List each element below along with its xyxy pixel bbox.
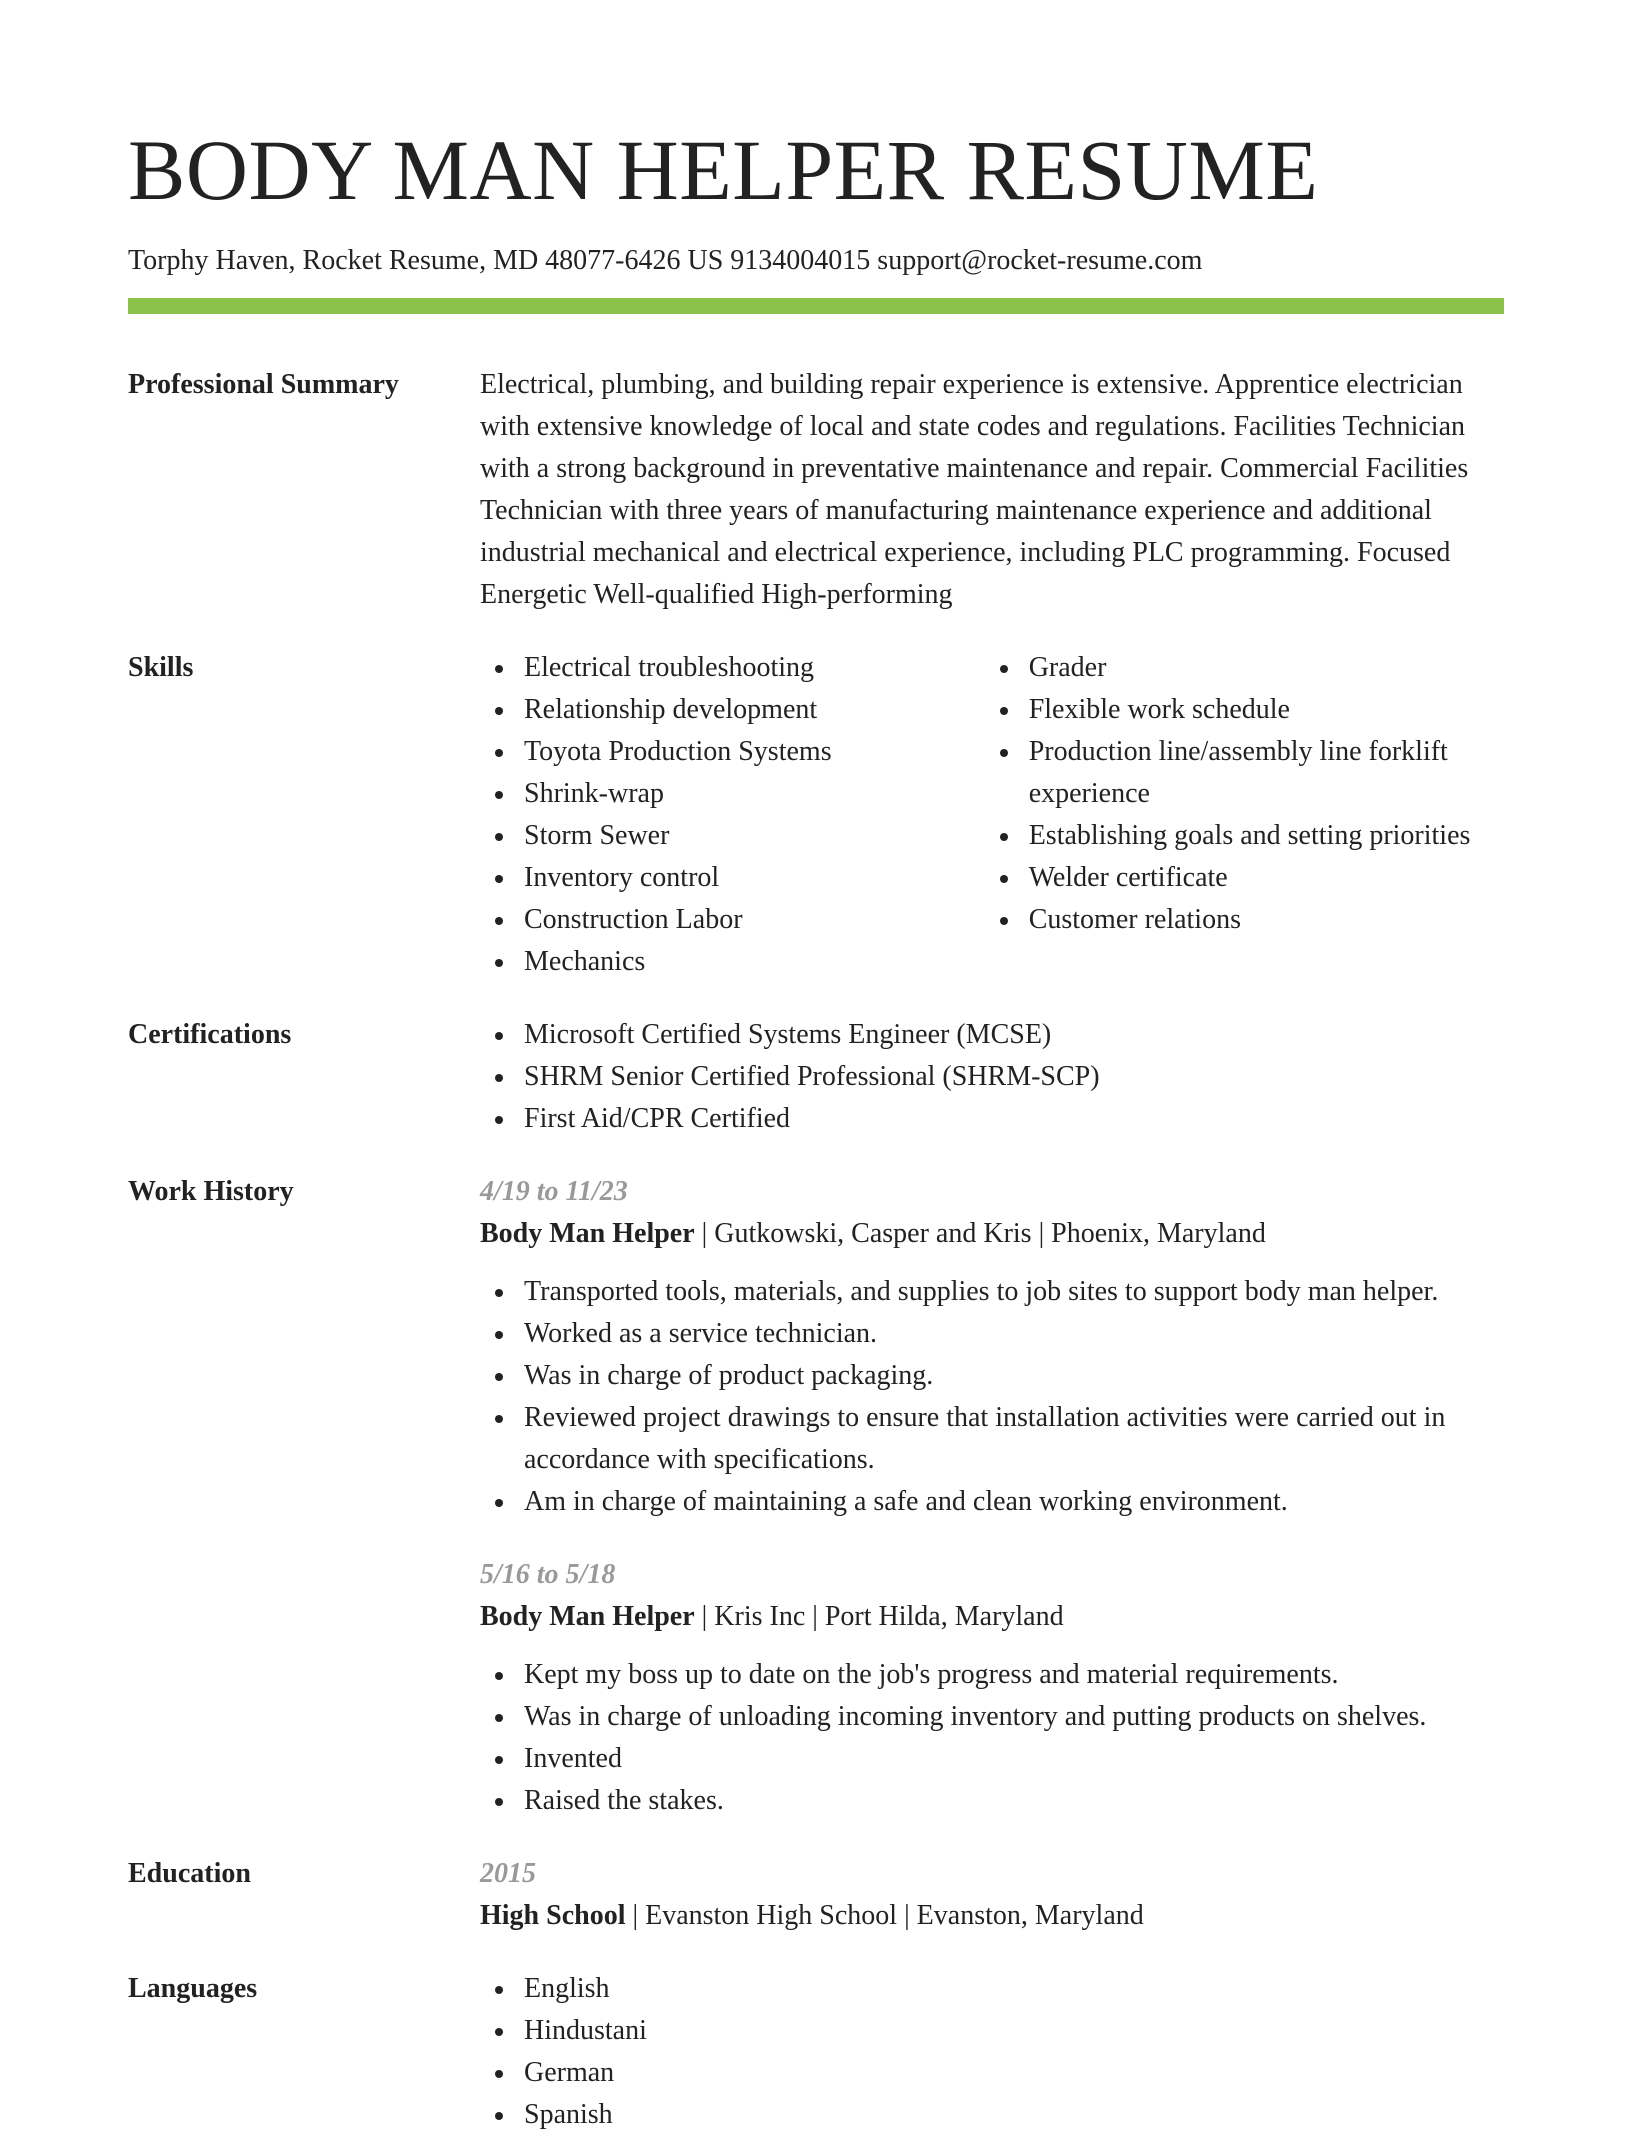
education-label: Education bbox=[128, 1858, 251, 1889]
job-title: Body Man Helper bbox=[480, 1601, 695, 1632]
job-duties-list bbox=[480, 1271, 1504, 1523]
skill-item: Construction Labor bbox=[524, 899, 985, 941]
job-title: Body Man Helper bbox=[480, 1218, 695, 1249]
skill-item: Shrink-wrap bbox=[524, 773, 985, 815]
skill-item: Flexible work schedule bbox=[1029, 689, 1504, 731]
summary-text: Electrical, plumbing, and building repair experience is extensive. Apprentice electrician with extensive knowledge of local and state codes and regulations. Facilities Technician with a strong background in preventative maintenance and repair. Commercial Facilities Technician with three years of manufacturing maintenance experience and additional industrial mechanical and electrical experience, including PLC programming. Focused Energetic Well-qualified High-performing bbox=[480, 369, 1469, 610]
language-item: Hindustani bbox=[524, 2010, 1504, 2052]
languages-label: Languages bbox=[128, 1973, 258, 2004]
job-heading bbox=[480, 1213, 1504, 1255]
job-duty: Invented bbox=[524, 1738, 1504, 1780]
job-duty: Was in charge of product packaging. bbox=[524, 1355, 1504, 1397]
job-details: | Kris Inc | Port Hilda, Maryland bbox=[694, 1601, 1064, 1632]
education-body bbox=[480, 1853, 1504, 1937]
languages-section bbox=[128, 1968, 1504, 2136]
language-item: English bbox=[524, 1968, 1504, 2010]
job-details: | Gutkowski, Casper and Kris | Phoenix, Maryland bbox=[694, 1218, 1266, 1249]
job-date: 4/19 to 11/23 bbox=[480, 1176, 628, 1207]
languages-list bbox=[480, 1968, 1504, 2136]
skills-columns bbox=[480, 647, 1504, 983]
education-date: 2015 bbox=[480, 1858, 536, 1889]
skill-item: Customer relations bbox=[1029, 899, 1504, 941]
work-history-body bbox=[480, 1171, 1504, 1822]
languages-body bbox=[480, 1968, 1504, 2136]
certification-item: Microsoft Certified Systems Engineer (MCSE) bbox=[524, 1014, 1504, 1056]
skill-item: Inventory control bbox=[524, 857, 985, 899]
certification-item: SHRM Senior Certified Professional (SHRM-SCP) bbox=[524, 1056, 1504, 1098]
certifications-section bbox=[128, 1014, 1504, 1140]
skill-item: Toyota Production Systems bbox=[524, 731, 985, 773]
job-duty: Reviewed project drawings to ensure that installation activities were carried out in accordance with specifications. bbox=[524, 1397, 1504, 1481]
skills-body bbox=[480, 647, 1504, 983]
skills-label: Skills bbox=[128, 652, 194, 683]
job-duty: Raised the stakes. bbox=[524, 1780, 1504, 1822]
language-item: German bbox=[524, 2052, 1504, 2094]
skills-column-1 bbox=[480, 647, 985, 983]
job-entry bbox=[480, 1554, 1504, 1822]
skill-item: Grader bbox=[1029, 647, 1504, 689]
job-heading bbox=[480, 1596, 1504, 1638]
skill-item: Electrical troubleshooting bbox=[524, 647, 985, 689]
education-details: | Evanston High School | Evanston, Maryland bbox=[625, 1900, 1144, 1931]
skill-item: Mechanics bbox=[524, 941, 985, 983]
certifications-body bbox=[480, 1014, 1504, 1140]
education-degree: High School bbox=[480, 1900, 626, 1931]
job-duty: Was in charge of unloading incoming inventory and putting products on shelves. bbox=[524, 1696, 1504, 1738]
education-heading bbox=[480, 1895, 1504, 1937]
skill-item: Establishing goals and setting priorities bbox=[1029, 815, 1504, 857]
skills-section bbox=[128, 647, 1504, 983]
work-history-label: Work History bbox=[128, 1176, 294, 1207]
certifications-label: Certifications bbox=[128, 1019, 292, 1050]
language-item: Spanish bbox=[524, 2094, 1504, 2136]
job-entry bbox=[480, 1171, 1504, 1523]
job-duty: Worked as a service technician. bbox=[524, 1313, 1504, 1355]
summary-body bbox=[480, 364, 1504, 616]
resume-title: BODY MAN HELPER RESUME bbox=[128, 122, 1319, 218]
skill-item: Production line/assembly line forklift experience bbox=[1029, 731, 1504, 815]
summary-section bbox=[128, 364, 1504, 616]
skill-item: Relationship development bbox=[524, 689, 985, 731]
certification-item: First Aid/CPR Certified bbox=[524, 1098, 1504, 1140]
accent-divider bbox=[128, 298, 1504, 314]
contact-line: Torphy Haven, Rocket Resume, MD 48077-6426 US 9134004015 support@rocket-resume.com bbox=[128, 245, 1203, 276]
skill-item: Welder certificate bbox=[1029, 857, 1504, 899]
education-section bbox=[128, 1853, 1504, 1937]
job-duty: Am in charge of maintaining a safe and clean working environment. bbox=[524, 1481, 1504, 1523]
work-history-section bbox=[128, 1171, 1504, 1822]
job-duty: Transported tools, materials, and supplies to job sites to support body man helper. bbox=[524, 1271, 1504, 1313]
summary-label: Professional Summary bbox=[128, 369, 399, 400]
job-date: 5/16 to 5/18 bbox=[480, 1559, 616, 1590]
job-duties-list bbox=[480, 1654, 1504, 1822]
resume-page bbox=[128, 0, 1504, 2136]
job-duty: Kept my boss up to date on the job's progress and material requirements. bbox=[524, 1654, 1504, 1696]
skills-column-2 bbox=[985, 647, 1504, 983]
skill-item: Storm Sewer bbox=[524, 815, 985, 857]
certifications-list bbox=[480, 1014, 1504, 1140]
